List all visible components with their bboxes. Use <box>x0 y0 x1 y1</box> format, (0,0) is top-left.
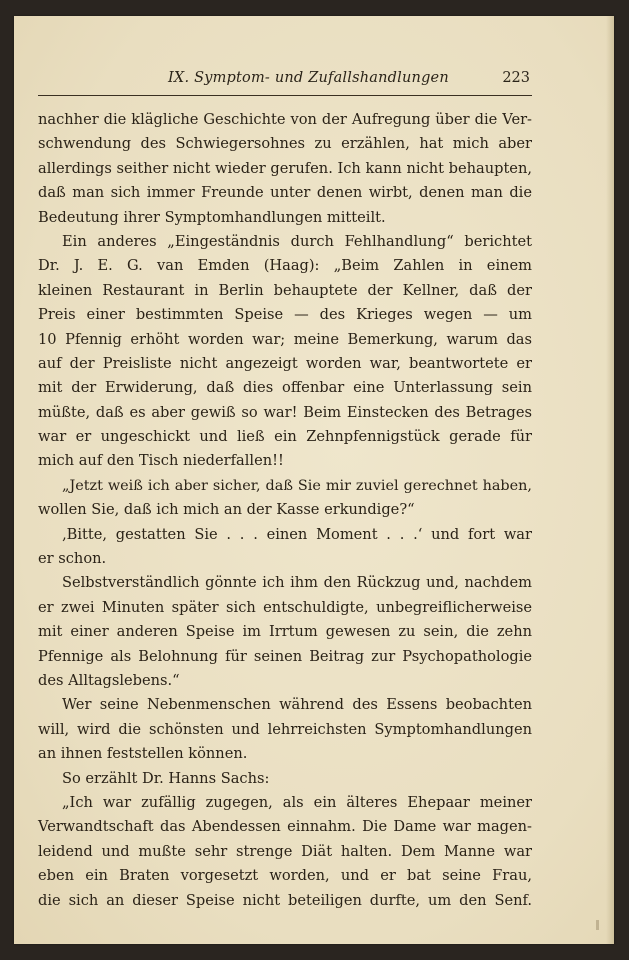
text-line: So erzählt Dr. Hanns Sachs: <box>62 769 270 787</box>
text-line: Pfennige als Belohnung für seinen Beitrag zur Psychopathologie <box>38 647 532 665</box>
text-line: Wer seine Nebenmenschen während des Essens beobachten <box>62 696 532 714</box>
text-line: des Alltagslebens.“ <box>38 671 180 689</box>
text-line: schwendung des Schwiegersohnes zu erzählen, hat mich aber <box>38 135 532 153</box>
text-line: Ein anderes „Eingeständnis durch Fehlhandlung“ berichtet <box>62 232 532 250</box>
text-line: nachher die klägliche Geschichte von der Aufregung über die Ver- <box>38 111 532 128</box>
text-line: war er ungeschickt und ließ ein Zehnpfennigstück gerade für <box>38 428 532 446</box>
text-line: will, wird die schönsten und lehrreichsten Symptomhandlungen <box>38 720 532 738</box>
page-edge-shading <box>606 16 614 944</box>
text-line: Dr. J. E. G. van Emden (Haag): „Beim Zahlen in einem <box>38 257 532 275</box>
text-line: ‚Bitte, gestatten Sie . . . einen Moment . . .‘ und fort war <box>62 525 532 543</box>
running-title: IX. Symptom- und Zufallshandlungen <box>168 70 449 86</box>
text-line: 10 Pfennig erhöht worden war; meine Bemerkung, warum das <box>38 330 532 348</box>
text-line: Verwandtschaft das Abendessen einnahm. Die Dame war magen- <box>38 818 532 836</box>
text-line: Bedeutung ihrer Symptomhandlungen mitteilt. <box>38 208 386 226</box>
ink-mark <box>596 920 599 930</box>
text-line: mit einer anderen Speise im Irrtum gewesen zu sein, die zehn <box>38 623 532 641</box>
text-line: wollen Sie, daß ich mich an der Kasse erkundige?“ <box>38 501 415 519</box>
text-line: er zwei Minuten später sich entschuldigte, unbegreiflicherweise <box>38 598 532 616</box>
text-line: mit der Erwiderung, daß dies offenbar eine Unterlassung sein <box>38 379 532 397</box>
text-line: allerdings seither nicht wieder gerufen. Ich kann nicht behaupten, <box>38 159 532 177</box>
text-line: auf der Preisliste nicht angezeigt worden war, beantwortete er <box>38 354 532 372</box>
text-line: „Jetzt weiß ich aber sicher, daß Sie mir zuviel gerechnet haben, <box>62 477 532 494</box>
page-number: 223 <box>502 70 530 86</box>
text-line: müßte, daß es aber gewiß so war! Beim Einstecken des Betrages <box>38 403 532 421</box>
text-line: Selbstverständlich gönnte ich ihm den Rückzug und, nachdem <box>62 574 532 592</box>
text-line: an ihnen feststellen können. <box>38 745 248 763</box>
text-line: leidend und mußte sehr strenge Diät halten. Dem Manne war <box>38 842 532 860</box>
page-header <box>38 70 530 92</box>
text-line: mich auf den Tisch niederfallen!! <box>38 452 284 470</box>
text-line: „Ich war zufällig zugegen, als ein älteres Ehepaar meiner <box>62 793 532 811</box>
header-rule <box>38 95 532 96</box>
text-line: daß man sich immer Freunde unter denen wirbt, denen man die <box>38 184 532 202</box>
text-line: die sich an dieser Speise nicht beteiligen durfte, um den Senf. <box>38 891 532 909</box>
text-line: kleinen Restaurant in Berlin behauptete der Kellner, daß der <box>38 281 532 299</box>
text-line: Preis einer bestimmten Speise — des Krieges wegen — um <box>38 306 532 324</box>
body-text <box>38 108 532 913</box>
text-line: eben ein Braten vorgesetzt worden, und er bat seine Frau, <box>38 867 532 885</box>
text-line: er schon. <box>38 550 107 568</box>
